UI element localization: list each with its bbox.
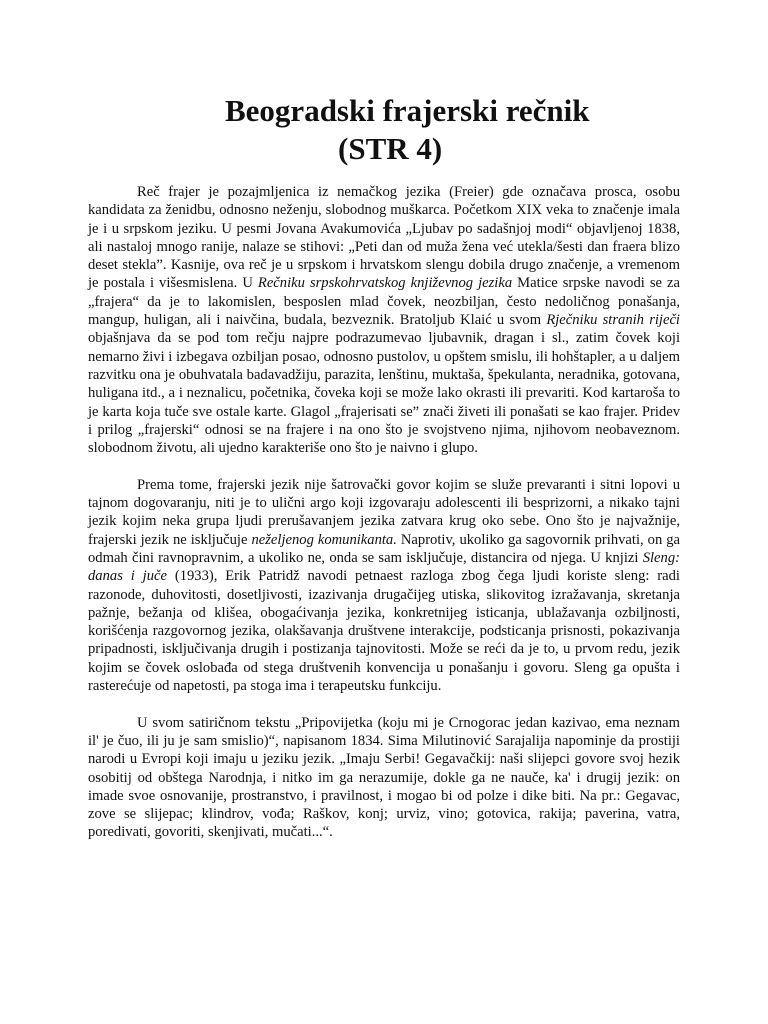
title-line-2: (STR 4): [338, 131, 443, 166]
text-run: Prema tome, frajerski jezik nije šatrovački govor kojim se služe prevaranti i sitni lopovi u tajnom dogovaranju, niti je to ulični argo koji izgovaraju adolescenti ili besprizorni, a nikako tajni jezik kojim neka grupa ljudi prerušavanjem jezika zatvara krug oko sebe. Ono što je najvažnije, frajerski jezik ne isključuje: [88, 476, 680, 548]
text-run: Reč frajer je pozajmljenica iz nemačkog jezika (Freier) gde označava prosca, osobu kandidata za ženidbu, odnosno neženju, slobodnog muškarca. Početkom XIX veka to značenje imala je i u srpskom jeziku. U pesmi Jovana Avakumovića „Ljubav po sadašnjoj modi“ objavljenoj 1838, ali nastaloj mnogo ranije, nalaze se stihovi: „Peti dan od muža žena već utekla/šesti dan fraera blizo deset stekla”. Kasnije, ova reč je u srpskom i hrvatskom slengu dobila drugo značenje, a vremenom je postala i višesmislena. U: [88, 184, 680, 292]
text-run: (1933), Erik Patridž navodi petnaest razloga zbog čega ljudi koriste sleng: radi razonode, duhovitosti, dosetljivosti, izazivanja drugačijeg utiska, slikovitog izražavanja, skretanja pažnje, bežanja od klišea, obogaćivanja jezika, konkretnijeg isticanja, ublažavanja ozbiljnosti, korišćenja razgovornog jezika, olakšavanja društvene interakcije, podsticanja prisnosti, pokazivanja pripadnosti, isključivanja drugih i postizanja tajnovitosti. Može se reći da je to, u prvom redu, jezik kojim se čovek oslobađa od stega društvenih konvencija u ponašanju i govoru. Sleng ga opušta i rasterećuje od napetosti, pa stoga ima i terapeutsku funkciju.: [88, 568, 680, 695]
paragraph-2: [88, 476, 680, 696]
italic-text: Rečniku srpskohrvatskog književnog jezika: [257, 275, 513, 292]
paragraph-3: [88, 714, 680, 842]
italic-text: neželjenog komunikanta.: [251, 531, 397, 548]
paragraph-1: [88, 183, 680, 457]
italic-text: Rječniku stranih riječi: [546, 312, 680, 329]
text-run: Matice srpske navodi se za „frajera“ da je to lakomislen, besposlen mlad čovek, neozbiljan, često nedoličnog ponašanja, mangup, huligan, ali i naivčina, budala, bezveznik. Bratoljub Klaić u svom: [88, 275, 680, 329]
text-run: U svom satiričnom tekstu „Pripovijetka (koju mi je Crnogorac jedan kazivao, ema neznam il' je čuo, ili ju je sam smislio)“, napisanom 1834. Sima Milutinović Sarajalija napominje da prostiji narodi u Evropi koji imaju u jeziku jezik. „Imaju Serbi! Gegavačkij: naši slijepci govore svoj hezik osobitij od obštega Narodnja, i nitko im ga nerazumije, dokle ga ne nauče, ka' i drugij jezik: on imade svoe osnovanije, prostranstvo, i pravilnost, i mogao bi od polze i dike biti. Na pr.: Gegavac, zove se slijepac; klindrov, vođa; Raškov, konj; urviz, vino; gotovica, rakija; paverina, vatra, poredivati, govoriti, skenjivati, mučati...“.: [88, 714, 680, 841]
text-run: Naprotiv, ukoliko ga sagovornik prihvati, on ga odmah čini ravnopravnim, a ukoliko ne, onda se sam isključuje, distancira od njega. U knjizi: [88, 531, 681, 566]
text-run: objašnjava da se pod tom rečju najpre podrazumevao ljubavnik, dragan i sl., zatim čovek koji nemarno živi i izbegava ozbiljan posao, odnosno pustolov, u opštem smislu, ili hohštapler, a u daljem razvitku ona je obuhvatala badavadžiju, parazita, lenštinu, muktaša, špekulanta, neradnika, gotovana, huligana itd., a i neznalicu, početnika, čoveka koji se može lako okrasti ili prevariti. Kod kartaroša to je karta koja tuče sve ostale karte. Glagol „frajerisati se” znači živeti ili ponašati se kao frajer. Pridev i prilog „frajerski“ odnosi se na frajere i na ono što je svojstveno njima, njihovom neobaveznom. slobodnom životu, ali ujedno karakteriše ono što je naivno i glupo.: [88, 330, 680, 457]
body-text: [88, 183, 680, 842]
italic-text: Sleng: danas i juče: [88, 549, 680, 585]
title-line-1: Beogradski frajerski rečnik: [225, 93, 590, 128]
